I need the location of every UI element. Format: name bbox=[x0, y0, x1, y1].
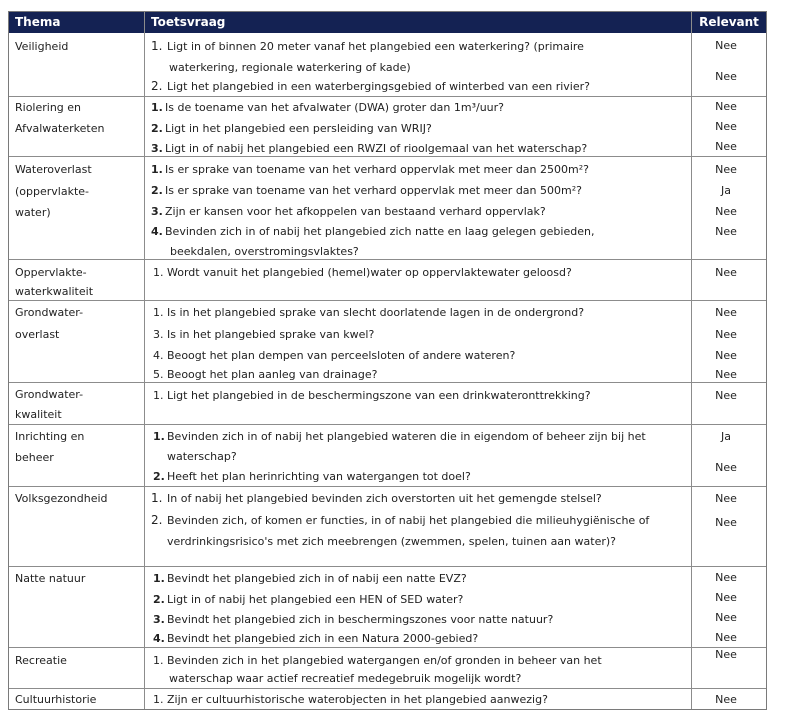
relevant-value: Nee bbox=[715, 163, 737, 176]
relevant-value: Nee bbox=[715, 693, 737, 706]
relevant-value: Nee bbox=[715, 328, 737, 341]
relevant-value: Nee bbox=[715, 648, 737, 661]
thema-cell: Veiligheid bbox=[15, 40, 69, 53]
relevant-value: Nee bbox=[715, 205, 737, 218]
question-number: 2. bbox=[151, 184, 163, 197]
relevant-value: Nee bbox=[715, 349, 737, 362]
row-divider bbox=[8, 382, 767, 383]
thema-cell: Volksgezondheid bbox=[15, 492, 108, 505]
question-text: Is in het plangebied sprake van slecht doorlatende lagen in de ondergrond? bbox=[167, 306, 585, 319]
relevant-value: Ja bbox=[721, 430, 731, 443]
thema-cell: Wateroverlast bbox=[15, 163, 92, 176]
thema-cell: Grondwater- bbox=[15, 388, 84, 401]
question-text: Ligt in of binnen 20 meter vanaf het plangebied een waterkering? (primaire bbox=[167, 40, 584, 53]
question-number: 2. bbox=[151, 122, 163, 135]
question-number: 1. bbox=[153, 572, 165, 585]
question-text: Beoogt het plan dempen van perceelsloten of andere wateren? bbox=[167, 349, 516, 362]
row-divider bbox=[8, 300, 767, 301]
question-text: Zijn er cultuurhistorische waterobjecten in het plangebied aanwezig? bbox=[167, 693, 548, 706]
question-number: 4. bbox=[153, 632, 165, 645]
relevant-value: Nee bbox=[715, 591, 737, 604]
question-number: 1. bbox=[153, 654, 164, 667]
thema-cell: beheer bbox=[15, 451, 54, 464]
question-number: 2. bbox=[151, 513, 163, 527]
relevant-value: Nee bbox=[715, 306, 737, 319]
relevant-value: Nee bbox=[715, 266, 737, 279]
question-text-continued: beekdalen, overstromingsvlaktes? bbox=[170, 245, 359, 258]
question-text-continued: waterschap waar actief recreatief medegebruik mogelijk wordt? bbox=[169, 672, 522, 685]
thema-cell: kwaliteit bbox=[15, 408, 62, 421]
thema-cell: Recreatie bbox=[15, 654, 67, 667]
thema-cell: Cultuurhistorie bbox=[15, 693, 97, 706]
question-text: Is de toename van het afvalwater (DWA) groter dan 1m³/uur? bbox=[165, 101, 505, 114]
relevant-value: Nee bbox=[715, 39, 737, 52]
question-text: Bevinden zich in of nabij het plangebied zich natte en laag gelegen gebieden, bbox=[165, 225, 595, 238]
thema-cell: water) bbox=[15, 206, 51, 219]
question-text: Ligt in of nabij het plangebied een HEN of SED water? bbox=[167, 593, 464, 606]
question-text: Bevindt het plangebied zich in beschermingszones voor natte natuur? bbox=[167, 613, 554, 626]
header-relevant: Relevant bbox=[691, 11, 767, 33]
question-text: Bevinden zich, of komen er functies, in of nabij het plangebied die milieuhygiënische of bbox=[167, 514, 650, 527]
relevant-value: Nee bbox=[715, 100, 737, 113]
question-number: 4. bbox=[153, 349, 164, 362]
row-divider bbox=[8, 688, 767, 689]
question-number: 3. bbox=[151, 205, 163, 218]
relevant-value: Ja bbox=[721, 184, 731, 197]
relevant-value: Nee bbox=[715, 461, 737, 474]
row-divider bbox=[8, 566, 767, 567]
row-divider bbox=[8, 96, 767, 97]
question-text: Ligt in het plangebied een persleiding van WRIJ? bbox=[165, 122, 432, 135]
question-number: 1. bbox=[153, 266, 164, 279]
thema-cell: waterkwaliteit bbox=[15, 285, 94, 298]
row-divider bbox=[8, 259, 767, 260]
thema-cell: Afvalwaterketen bbox=[15, 122, 105, 135]
row-divider bbox=[8, 424, 767, 425]
relevant-value: Nee bbox=[715, 631, 737, 644]
thema-cell: Oppervlakte- bbox=[15, 266, 87, 279]
column-divider bbox=[144, 11, 145, 710]
relevant-value: Nee bbox=[715, 492, 737, 505]
thema-cell: overlast bbox=[15, 328, 60, 341]
relevant-value: Nee bbox=[715, 389, 737, 402]
question-text: Bevinden zich in of nabij het plangebied wateren die in eigendom of beheer zijn bij het bbox=[167, 430, 646, 443]
relevant-value: Nee bbox=[715, 611, 737, 624]
question-number: 4. bbox=[151, 225, 163, 238]
question-text: Bevindt het plangebied zich in of nabij een natte EVZ? bbox=[167, 572, 467, 585]
question-text: Heeft het plan herinrichting van watergangen tot doel? bbox=[167, 470, 471, 483]
question-text: Is er sprake van toename van het verhard oppervlak met meer dan 2500m²? bbox=[165, 163, 589, 176]
question-number: 1. bbox=[151, 101, 163, 114]
question-text: In of nabij het plangebied bevinden zich overstorten uit het gemengde stelsel? bbox=[167, 492, 602, 505]
question-text-continued: waterkering, regionale waterkering of kade) bbox=[169, 61, 411, 74]
row-divider bbox=[8, 156, 767, 157]
question-text: Ligt het plangebied in de beschermingszone van een drinkwateronttrekking? bbox=[167, 389, 591, 402]
thema-cell: Inrichting en bbox=[15, 430, 85, 443]
question-number: 1. bbox=[153, 430, 165, 443]
thema-cell: Natte natuur bbox=[15, 572, 86, 585]
question-number: 3. bbox=[151, 142, 163, 155]
relevant-value: Nee bbox=[715, 368, 737, 381]
question-number: 1. bbox=[151, 491, 163, 505]
question-number: 2. bbox=[151, 79, 163, 93]
question-text: Ligt in of nabij het plangebied een RWZI of rioolgemaal van het waterschap? bbox=[165, 142, 588, 155]
relevant-value: Nee bbox=[715, 225, 737, 238]
question-text: Is in het plangebied sprake van kwel? bbox=[167, 328, 375, 341]
row-divider bbox=[8, 647, 767, 648]
thema-cell: (oppervlakte- bbox=[15, 185, 90, 198]
question-number: 1. bbox=[153, 693, 164, 706]
question-text: Beoogt het plan aanleg van drainage? bbox=[167, 368, 378, 381]
relevant-value: Nee bbox=[715, 120, 737, 133]
question-number: 2. bbox=[153, 470, 165, 483]
question-text: Zijn er kansen voor het afkoppelen van bestaand verhard oppervlak? bbox=[165, 205, 546, 218]
header-toetsvraag: Toetsvraag bbox=[144, 11, 691, 33]
toetsvraag-table bbox=[8, 11, 767, 710]
question-number: 3. bbox=[153, 613, 165, 626]
question-text-continued: waterschap? bbox=[167, 450, 237, 463]
question-text: Ligt het plangebied in een waterbergingsgebied of winterbed van een rivier? bbox=[167, 80, 590, 93]
question-number: 2. bbox=[153, 593, 165, 606]
relevant-value: Nee bbox=[715, 571, 737, 584]
question-text: Bevinden zich in het plangebied watergangen en/of gronden in beheer van het bbox=[167, 654, 602, 667]
question-text-continued: verdrinkingsrisico's met zich meebrengen (zwemmen, spelen, tuinen aan water)? bbox=[167, 535, 616, 548]
question-number: 1. bbox=[153, 306, 164, 319]
question-text: Wordt vanuit het plangebied (hemel)water op oppervlaktewater geloosd? bbox=[167, 266, 572, 279]
question-number: 3. bbox=[153, 328, 164, 341]
thema-cell: Grondwater- bbox=[15, 306, 84, 319]
relevant-value: Nee bbox=[715, 140, 737, 153]
question-number: 1. bbox=[151, 39, 163, 53]
question-number: 5. bbox=[153, 368, 164, 381]
question-text: Is er sprake van toename van het verhard oppervlak met meer dan 500m²? bbox=[165, 184, 582, 197]
header-thema: Thema bbox=[8, 11, 144, 33]
question-text: Bevindt het plangebied zich in een Natura 2000-gebied? bbox=[167, 632, 479, 645]
question-number: 1. bbox=[153, 389, 164, 402]
thema-cell: Riolering en bbox=[15, 101, 82, 114]
question-number: 1. bbox=[151, 163, 163, 176]
relevant-value: Nee bbox=[715, 70, 737, 83]
row-divider bbox=[8, 486, 767, 487]
relevant-value: Nee bbox=[715, 516, 737, 529]
